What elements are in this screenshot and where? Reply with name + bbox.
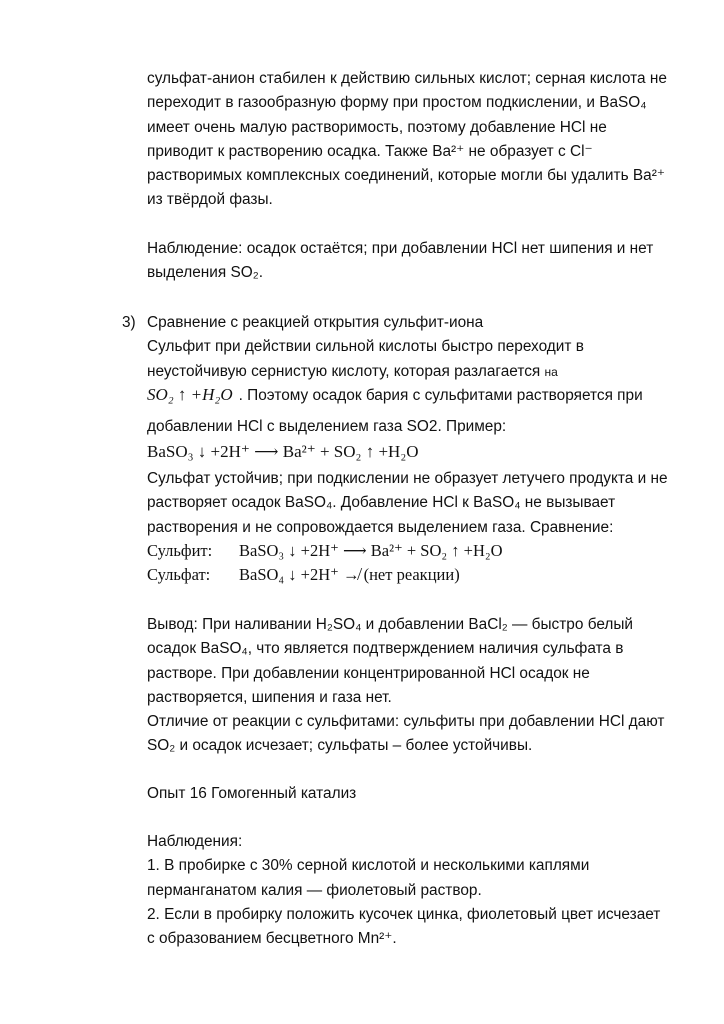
text-line: Сульфит при действии сильной кислоты быстро переходит в [147,338,584,356]
inline-formula: SO₂ ↑ +H₂O [147,385,233,404]
paragraph-observations [147,830,687,951]
section-heading: Наблюдения: [147,833,243,850]
text-line: имеет очень малую растворимость, поэтому добавление HCl не [147,118,607,136]
text-line: сульфат-анион стабилен к действию сильных кислот; серная кислота не [147,70,667,87]
section-sulfite-comparison [147,311,687,384]
formula-line [147,385,643,405]
paragraph-conclusion [147,613,687,759]
heading-text: Опыт 16 Гомогенный катализ [147,785,357,802]
text-line: добавлении HCl с выделением газа SO2. Пример: [147,418,507,435]
comparison-equation: BaSO₄ ↓ +2H⁺ ↛ (нет реакции) [239,565,460,584]
comparison-label: Сульфат: [147,565,211,584]
text-line: выделения SO₂. [147,264,264,282]
text-line: осадок BaSO₄, что является подтверждением наличия сульфата в [147,640,624,658]
list-number: 3) [122,314,136,331]
text-line: растворяет осадок BaSO₄. Добавление HCl к BaSO₄ не вызывает [147,494,616,512]
text-line: Сульфат устойчив; при подкислении не образует летучего продукта и не [147,470,668,487]
text-line: растворимых комплексных соединений, которые могли бы удалить Ba²⁺ [147,167,665,185]
text-line: переходит в газообразную форму при простом подкислении, и BaSO₄ [147,94,647,112]
paragraph-example [147,415,687,439]
paragraph-observation [147,237,687,286]
text-line: Отличие от реакции с сульфитами: сульфиты при добавлении HCl дают [147,713,665,731]
text-line: растворяется, шипения и газа нет. [147,688,392,706]
comparison-row-sulfite [147,541,503,561]
text-line: с образованием бесцветного Mn²⁺. [147,930,397,948]
text-segment: на [544,364,558,379]
text-line: Вывод: При наливании H₂SO₄ и добавлении BaCl₂ — быстро белый [147,616,634,633]
experiment-title [147,782,687,806]
paragraph-sulfate-stability [147,67,687,213]
text-line: SO₂ и осадок исчезает; сульфаты – более устойчивы. [147,737,533,755]
text-line [147,360,687,384]
paragraph-sulfate-stable [147,467,687,540]
comparison-equation: BaSO₃ ↓ +2H⁺ ⟶ Ba²⁺ + SO₂ ↑ +H₂O [239,541,503,560]
text-line: приводит к растворению осадка. Также Ba²⁺ не образует с Cl⁻ [147,142,593,160]
equation-sulfite: BaSO₃ ↓ +2H⁺ ⟶ Ba²⁺ + SO₂ ↑ +H₂O [147,442,419,461]
text-line: растворения и не сопровождается выделением газа. Сравнение: [147,518,614,536]
text-line: растворе. При добавлении концентрированной HCl осадок не [147,664,590,682]
text-segment: неустойчивую сернистую кислоту, которая разлагается [147,362,545,380]
text-line: 1. В пробирке с 30% серной кислотой и несколькими каплями [147,857,590,875]
section-heading: Сравнение с реакцией открытия сульфит-иона [147,314,484,331]
comparison-label: Сульфит: [147,541,213,560]
comparison-row-sulfate [147,565,460,585]
text-line: из твёрдой фазы. [147,191,273,209]
text-segment: . Поэтому осадок бария с сульфитами растворяется при [238,387,643,404]
text-line: Наблюдение: осадок остаётся; при добавлении HCl нет шипения и нет [147,240,654,257]
text-line: перманганатом калия — фиолетовый раствор. [147,881,482,899]
text-line: 2. Если в пробирку положить кусочек цинка, фиолетовый цвет исчезает [147,905,661,923]
